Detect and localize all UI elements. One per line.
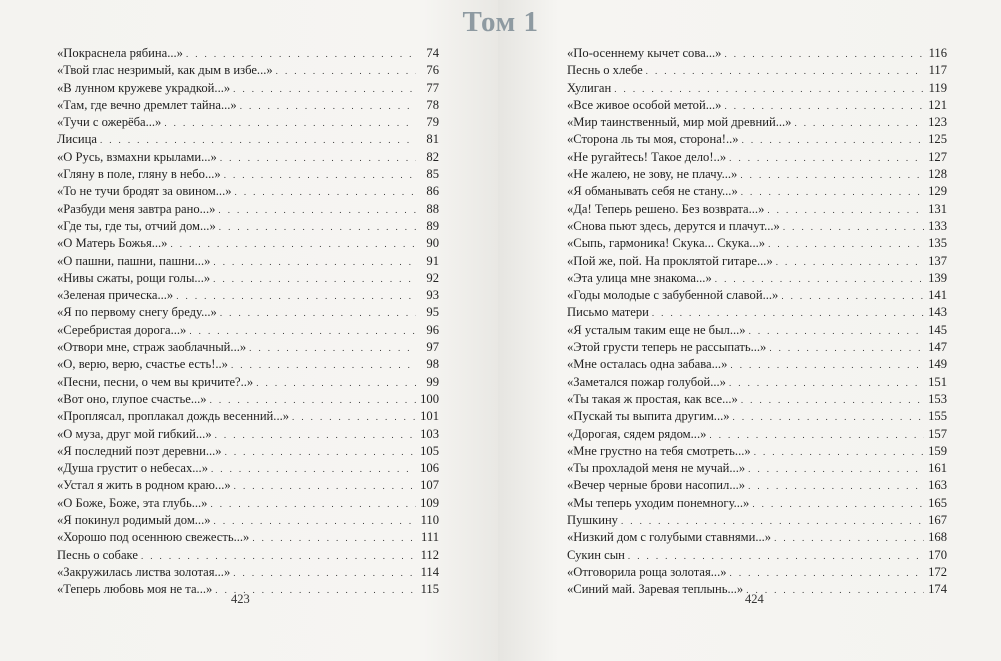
toc-entry-page: 141	[928, 288, 947, 303]
toc-entry-page: 133	[928, 218, 947, 233]
toc-entry	[567, 512, 947, 529]
toc-dot-leader	[774, 530, 924, 547]
toc-entry-page: 86	[426, 184, 439, 199]
toc-entry-page: 128	[928, 167, 947, 182]
toc-entry	[567, 114, 947, 131]
toc-entry-page: 101	[420, 409, 439, 424]
toc-entry-page: 107	[420, 478, 439, 493]
toc-dot-leader	[646, 63, 924, 80]
toc-entry	[567, 564, 947, 581]
toc-entry	[567, 131, 947, 148]
toc-entry-title: «Мир таинственный, мир мой древний...»	[567, 115, 792, 130]
toc-entry-title: «Тучи с ожерёба...»	[57, 115, 162, 130]
toc-entry-title: «Вечер черные брови насопил...»	[567, 478, 746, 493]
toc-entry	[57, 391, 439, 408]
toc-entry-page: 74	[426, 46, 439, 60]
toc-entry-page: 167	[928, 513, 947, 528]
toc-entry-page: 91	[426, 253, 439, 268]
toc-entry-page: 170	[928, 547, 947, 562]
toc-dot-leader	[754, 444, 924, 461]
left-page-number: 423	[231, 592, 250, 606]
toc-entry	[567, 547, 947, 564]
toc-entry-page: 110	[420, 513, 439, 528]
toc-entry-page: 163	[928, 478, 947, 493]
toc-entry-title: «Снова пьют здесь, дерутся и плачут...»	[567, 218, 780, 233]
toc-entry	[57, 270, 439, 287]
toc-dot-leader	[211, 461, 416, 478]
toc-entry	[57, 564, 439, 581]
toc-dot-leader	[186, 46, 416, 63]
toc-entry	[57, 166, 439, 183]
toc-entry-title: «О муза, друг мой гибкий...»	[57, 426, 212, 441]
toc-entry-page: 119	[928, 80, 947, 95]
toc-entry-page: 89	[426, 218, 439, 233]
toc-entry-title: «Я по первому снегу бреду...»	[57, 305, 217, 320]
toc-entry-page: 161	[928, 461, 947, 476]
toc-entry	[567, 183, 947, 200]
toc-entry	[57, 97, 439, 114]
toc-entry-title: Письмо матери	[567, 305, 649, 320]
toc-entry-title: «Отвори мне, страж заоблачный...»	[57, 340, 247, 355]
toc-entry	[57, 443, 439, 460]
toc-entry	[567, 304, 947, 321]
toc-dot-leader	[781, 288, 924, 305]
toc-dot-leader	[234, 478, 416, 495]
toc-entry	[57, 183, 439, 200]
toc-dot-leader	[170, 236, 416, 253]
toc-entry	[57, 477, 439, 494]
toc-entry	[567, 391, 947, 408]
toc-entry-title: «Отговорила роща золотая...»	[567, 564, 727, 579]
toc-entry-title: «Ты прохладой меня не мучай...»	[567, 461, 746, 476]
toc-entry-page: 88	[426, 201, 439, 216]
toc-entry	[57, 114, 439, 131]
toc-entry	[57, 201, 439, 218]
toc-entry-title: «Сторона ль ты моя, сторона!..»	[567, 132, 739, 147]
toc-entry-title: «Мне грустно на тебя смотреть...»	[567, 443, 751, 458]
toc-entry	[567, 495, 947, 512]
toc-dot-leader	[233, 565, 416, 582]
toc-entry-page: 82	[426, 149, 439, 164]
toc-entry-page: 97	[426, 340, 439, 355]
toc-entry-title: «То не тучи бродят за овином...»	[57, 184, 232, 199]
toc-dot-leader	[240, 98, 416, 115]
toc-dot-leader	[214, 513, 416, 530]
toc-dot-leader	[225, 444, 416, 461]
toc-entry	[567, 253, 947, 270]
toc-entry	[57, 80, 439, 97]
toc-entry-title: «Покраснела рябина...»	[57, 46, 183, 60]
toc-entry	[57, 131, 439, 148]
toc-entry-page: 112	[420, 547, 439, 562]
toc-entry	[567, 80, 947, 97]
toc-entry	[57, 512, 439, 529]
toc-dot-leader	[652, 305, 924, 322]
toc-entry-title: «Ты такая ж простая, как все...»	[567, 391, 738, 406]
toc-dot-leader	[730, 357, 924, 374]
toc-entry-title: «Устал я жить в родном краю...»	[57, 478, 231, 493]
toc-dot-leader	[210, 496, 416, 513]
toc-dot-leader	[724, 46, 924, 63]
toc-entry-title: «Вот оно, глупое счастье...»	[57, 391, 207, 406]
toc-dot-leader	[213, 254, 416, 271]
toc-entry	[567, 356, 947, 373]
toc-dot-leader	[235, 184, 416, 201]
toc-entry-title: «Песни, песни, о чем вы кричите?..»	[57, 374, 254, 389]
toc-entry-title: «Эта улица мне знакома...»	[567, 270, 712, 285]
toc-entry	[57, 235, 439, 252]
toc-entry-title: «Заметался пожар голубой...»	[567, 374, 726, 389]
toc-entry	[567, 374, 947, 391]
toc-entry-page: 117	[928, 63, 947, 78]
toc-entry-title: «Пускай ты выпита другим...»	[567, 409, 730, 424]
toc-entry-page: 157	[928, 426, 947, 441]
toc-dot-leader	[769, 340, 924, 357]
toc-entry-title: «Зеленая прическа...»	[57, 288, 174, 303]
toc-dot-leader	[210, 392, 416, 409]
toc-entry-page: 129	[928, 184, 947, 199]
toc-entry-title: «Гляну в поле, гляну в небо...»	[57, 167, 221, 182]
toc-entry	[567, 97, 947, 114]
toc-dot-leader	[252, 530, 416, 547]
toc-dot-leader	[776, 254, 924, 271]
toc-entry	[57, 149, 439, 166]
toc-entry-page: 125	[928, 132, 947, 147]
toc-entry-title: «Серебристая дорога...»	[57, 322, 187, 337]
toc-entry-page: 151	[928, 374, 947, 389]
toc-entry-page: 168	[928, 530, 947, 545]
toc-dot-leader	[249, 340, 416, 357]
toc-entry	[567, 149, 947, 166]
toc-entry-page: 96	[426, 322, 439, 337]
toc-entry-page: 95	[426, 305, 439, 320]
toc-entry	[57, 356, 439, 373]
toc-entry-page: 116	[928, 46, 947, 60]
toc-entry-title: Пушкину	[567, 513, 618, 528]
toc-entry	[567, 339, 947, 356]
toc-dot-leader	[709, 427, 924, 444]
toc-entry-title: «Я покинул родимый дом...»	[57, 513, 211, 528]
toc-dot-leader	[215, 427, 416, 444]
toc-entry-title: «Мне осталась одна забава...»	[567, 357, 728, 372]
toc-dot-leader	[219, 219, 416, 236]
toc-entry-page: 100	[420, 391, 439, 406]
toc-dot-leader	[748, 461, 924, 478]
toc-dot-leader	[621, 513, 924, 530]
toc-entry-page: 172	[928, 564, 947, 579]
left-toc-column	[57, 45, 439, 599]
toc-entry-title: «О Боже, Боже, эта глубь...»	[57, 495, 208, 510]
toc-entry-title: Песнь о хлебе	[567, 63, 643, 78]
toc-dot-leader	[740, 167, 924, 184]
toc-entry-page: 93	[426, 288, 439, 303]
toc-entry-page: 105	[420, 443, 439, 458]
toc-dot-leader	[742, 132, 924, 149]
right-page-number: 424	[745, 592, 764, 606]
toc-dot-leader	[729, 375, 924, 392]
toc-entry-title: «В лунном кружеве украдкой...»	[57, 80, 231, 95]
toc-entry	[57, 426, 439, 443]
toc-dot-leader	[220, 305, 416, 322]
toc-dot-leader	[767, 202, 924, 219]
toc-entry-title: «О Матерь Божья...»	[57, 236, 168, 251]
toc-dot-leader	[100, 132, 416, 149]
toc-entry	[567, 477, 947, 494]
toc-entry-page: 114	[420, 564, 439, 579]
toc-entry-page: 159	[928, 443, 947, 458]
toc-entry	[57, 408, 439, 425]
toc-entry-title: «Твой глас незримый, как дым в избе...»	[57, 63, 273, 78]
toc-entry	[57, 339, 439, 356]
toc-entry-page: 77	[426, 80, 439, 95]
toc-entry-page: 137	[928, 253, 947, 268]
toc-entry	[57, 460, 439, 477]
toc-entry	[567, 218, 947, 235]
toc-entry-title: «По-осеннему кычет сова...»	[567, 46, 722, 60]
toc-dot-leader	[614, 81, 924, 98]
toc-dot-leader	[189, 323, 416, 340]
toc-entry-title: «Не жалею, не зову, не плачу...»	[567, 167, 738, 182]
toc-entry-page: 174	[928, 582, 947, 597]
toc-dot-leader	[292, 409, 416, 426]
toc-dot-leader	[730, 565, 924, 582]
toc-entry	[567, 408, 947, 425]
toc-entry-page: 90	[426, 236, 439, 251]
toc-dot-leader	[724, 98, 924, 115]
toc-entry-page: 131	[928, 201, 947, 216]
toc-entry-title: «Годы молодые с забубенной славой...»	[567, 288, 779, 303]
toc-dot-leader	[715, 271, 924, 288]
toc-dot-leader	[220, 150, 416, 167]
toc-entry-title: «Не ругайтесь! Такое дело!..»	[567, 149, 727, 164]
toc-dot-leader	[748, 478, 924, 495]
toc-entry-title: Хулиган	[567, 80, 612, 95]
toc-entry	[57, 218, 439, 235]
toc-dot-leader	[628, 548, 924, 565]
toc-entry	[567, 235, 947, 252]
toc-dot-leader	[749, 323, 924, 340]
toc-entry-page: 115	[420, 582, 439, 597]
toc-dot-leader	[794, 115, 924, 132]
toc-dot-leader	[256, 375, 416, 392]
toc-entry-title: «Все живое особой метой...»	[567, 97, 722, 112]
toc-entry-title: «Этой грусти теперь не рассыпать...»	[567, 340, 767, 355]
toc-dot-leader	[746, 582, 924, 599]
toc-dot-leader	[783, 219, 924, 236]
toc-entry-title: «О пашни, пашни, пашни...»	[57, 253, 211, 268]
toc-entry-title: «О, верю, верю, счастье есть!..»	[57, 357, 228, 372]
toc-entry-page: 106	[420, 461, 439, 476]
toc-entry	[57, 253, 439, 270]
toc-entry-title: «Сыпь, гармоника! Скука... Скука...»	[567, 236, 766, 251]
toc-entry-page: 145	[928, 322, 947, 337]
toc-entry	[57, 495, 439, 512]
toc-dot-leader	[276, 63, 416, 80]
toc-entry	[567, 287, 947, 304]
toc-entry-page: 78	[426, 97, 439, 112]
toc-entry	[567, 443, 947, 460]
toc-entry-title: «Синий май. Заревая теплынь...»	[567, 582, 744, 597]
toc-entry	[567, 426, 947, 443]
toc-dot-leader	[213, 271, 416, 288]
toc-entry-title: Лисица	[57, 132, 97, 147]
toc-entry	[57, 529, 439, 546]
toc-entry	[567, 270, 947, 287]
toc-dot-leader	[729, 150, 924, 167]
toc-dot-leader	[768, 236, 924, 253]
toc-entry-title: «Хорошо под осеннюю свежесть...»	[57, 530, 250, 545]
toc-entry-title: «Низкий дом с голубыми ставнями...»	[567, 530, 772, 545]
toc-entry-title: «Где ты, где ты, отчий дом...»	[57, 218, 216, 233]
toc-dot-leader	[224, 167, 416, 184]
toc-dot-leader	[733, 409, 924, 426]
toc-entry	[567, 322, 947, 339]
toc-entry	[567, 201, 947, 218]
toc-entry-page: 139	[928, 270, 947, 285]
toc-entry-page: 165	[928, 495, 947, 510]
toc-entry	[57, 322, 439, 339]
toc-entry-title: «Пой же, пой. На проклятой гитаре...»	[567, 253, 773, 268]
toc-entry-title: «Нивы сжаты, рощи голы...»	[57, 270, 211, 285]
toc-entry-page: 92	[426, 270, 439, 285]
toc-entry-page: 79	[426, 115, 439, 130]
toc-entry-title: «Теперь любовь моя не та...»	[57, 582, 213, 597]
toc-dot-leader	[741, 392, 924, 409]
toc-entry-page: 123	[928, 115, 947, 130]
toc-dot-leader	[218, 202, 416, 219]
toc-entry-page: 99	[426, 374, 439, 389]
toc-entry-title: «Душа грустит о небесах...»	[57, 461, 208, 476]
toc-entry-title: «Проплясал, проплакал дождь весенний...»	[57, 409, 290, 424]
toc-entry-page: 76	[426, 63, 439, 78]
toc-entry-page: 143	[928, 305, 947, 320]
toc-entry-title: «Да! Теперь решено. Без возврата...»	[567, 201, 765, 216]
toc-entry-title: Сукин сын	[567, 547, 625, 562]
volume-title: Том 1	[462, 6, 539, 38]
toc-entry	[567, 45, 947, 62]
toc-dot-leader	[231, 357, 416, 374]
toc-entry-title: Песнь о собаке	[57, 547, 138, 562]
toc-entry	[567, 529, 947, 546]
toc-entry-page: 153	[928, 391, 947, 406]
toc-entry-page: 81	[426, 132, 439, 147]
toc-entry-page: 111	[421, 530, 439, 545]
toc-entry	[57, 304, 439, 321]
toc-entry-title: «Я последний поэт деревни...»	[57, 443, 222, 458]
toc-dot-leader	[752, 496, 924, 513]
toc-entry	[57, 287, 439, 304]
toc-entry-title: «Мы теперь уходим понемногу...»	[567, 495, 750, 510]
toc-dot-leader	[164, 115, 416, 132]
toc-entry	[57, 45, 439, 62]
toc-entry-page: 149	[928, 357, 947, 372]
toc-entry-page: 103	[420, 426, 439, 441]
toc-entry-page: 127	[928, 149, 947, 164]
toc-entry	[567, 460, 947, 477]
toc-entry-page: 155	[928, 409, 947, 424]
toc-dot-leader	[233, 81, 416, 98]
toc-entry-page: 121	[928, 97, 947, 112]
toc-entry-title: «Закружилась листва золотая...»	[57, 564, 231, 579]
right-toc-column	[567, 45, 947, 599]
toc-entry	[57, 547, 439, 564]
toc-entry-title: «Я усталым таким еще не был...»	[567, 322, 746, 337]
toc-entry-page: 147	[928, 340, 947, 355]
toc-entry-title: «О Русь, взмахни крылами...»	[57, 149, 217, 164]
toc-entry-title: «Там, где вечно дремлет тайна...»	[57, 97, 237, 112]
toc-entry-page: 135	[928, 236, 947, 251]
toc-entry-page: 98	[426, 357, 439, 372]
toc-entry	[57, 62, 439, 79]
toc-entry-page: 85	[426, 167, 439, 182]
toc-dot-leader	[176, 288, 416, 305]
toc-dot-leader	[141, 548, 416, 565]
toc-entry-title: «Я обманывать себя не стану...»	[567, 184, 738, 199]
toc-dot-leader	[741, 184, 924, 201]
toc-entry	[567, 62, 947, 79]
toc-entry	[567, 166, 947, 183]
toc-entry-title: «Дорогая, сядем рядом...»	[567, 426, 707, 441]
toc-entry	[57, 374, 439, 391]
toc-entry-title: «Разбуди меня завтра рано...»	[57, 201, 216, 216]
toc-entry-page: 109	[420, 495, 439, 510]
